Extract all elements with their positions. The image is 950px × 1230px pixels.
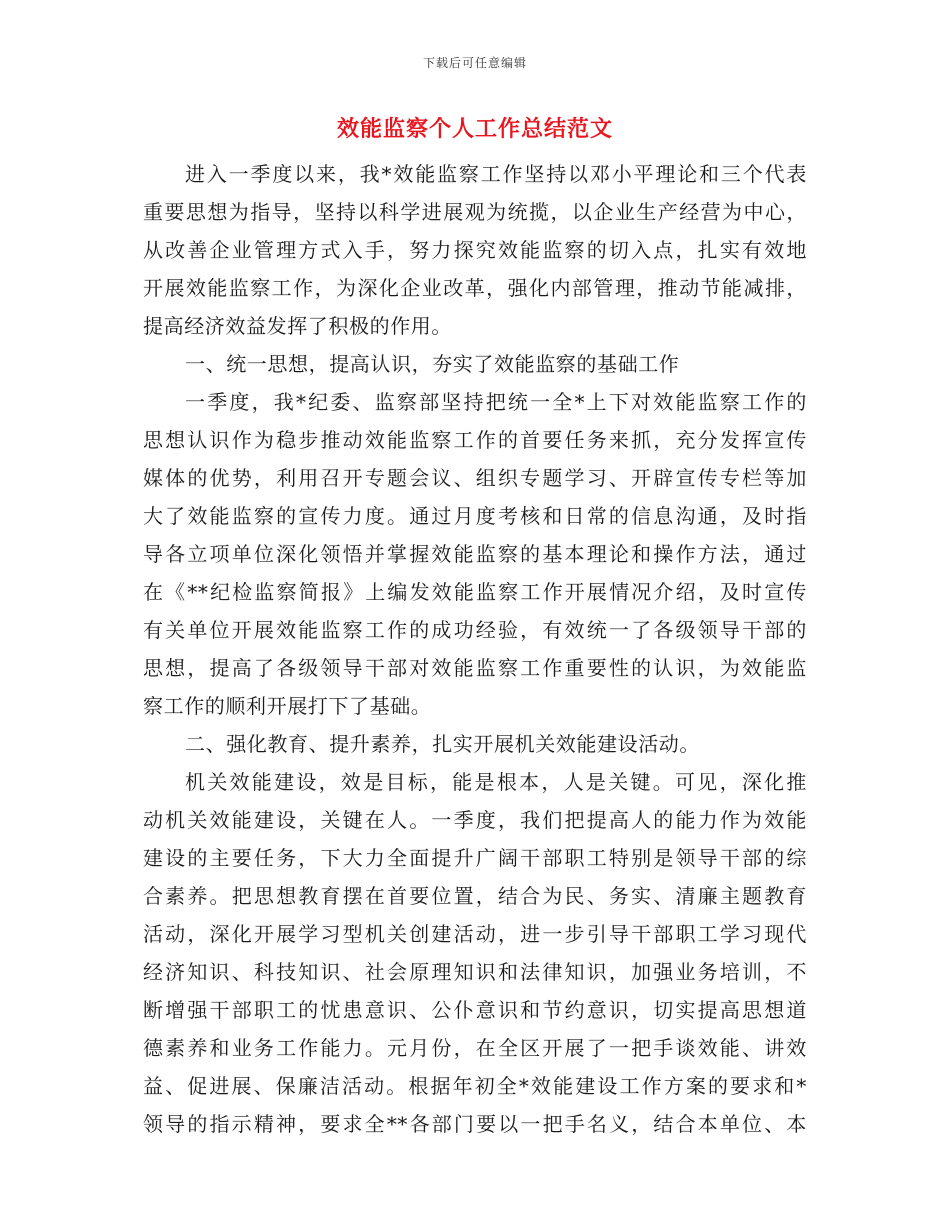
text-line: 德素养和业务工作能力。元月份，在全区开展了一把手谈效能、讲效 (143, 1036, 807, 1060)
text-line: 机关效能建设，效是目标，能是根本，人是关键。可见，深化推 (185, 770, 807, 794)
text-line: 媒体的优势，利用召开专题会议、组织专题学习、开辟宣传专栏等加 (143, 466, 807, 490)
text-line: 开展效能监察工作，为深化企业改革，强化内部管理，推动节能减排， (143, 276, 807, 300)
text-line: 经济知识、科技知识、社会原理知识和法律知识，加强业务培训，不 (143, 960, 807, 984)
document-body (143, 155, 807, 1143)
text-line: 察工作的顺利开展打下了基础。 (143, 694, 432, 718)
text-line: 重要思想为指导，坚持以科学进展观为统揽，以企业生产经营为中心， (143, 200, 807, 224)
text-line: 提高经济效益发挥了积极的作用。 (143, 314, 452, 338)
header-note: 下载后可任意编辑 (422, 56, 527, 70)
text-line: 一季度，我*纪委、监察部坚持把统一全*上下对效能监察工作的 (185, 390, 807, 414)
text-line: 建设的主要任务，下大力全面提升广阔干部职工特别是领导干部的综 (143, 846, 807, 870)
text-line: 大了效能监察的宣传力度。通过月度考核和日常的信息沟通，及时指 (143, 504, 807, 528)
document-title: 效能监察个人工作总结范文 (336, 116, 613, 142)
text-line: 在《**纪检监察简报》上编发效能监察工作开展情况介绍，及时宣传 (143, 580, 807, 604)
text-line: 活动，深化开展学习型机关创建活动，进一步引导干部职工学习现代 (143, 922, 807, 946)
text-line: 益、促进展、保廉洁活动。根据年初全*效能建设工作方案的要求和* (143, 1074, 807, 1098)
text-line: 思想，提高了各级领导干部对效能监察工作重要性的认识，为效能监 (143, 656, 807, 680)
text-line: 思想认识作为稳步推动效能监察工作的首要任务来抓，充分发挥宣传 (143, 428, 807, 452)
text-line: 从改善企业管理方式入手，努力探究效能监察的切入点，扎实有效地 (143, 238, 807, 262)
text-line: 动机关效能建设，关键在人。一季度，我们把提高人的能力作为效能 (143, 808, 807, 832)
text-line: 领导的指示精神，要求全**各部门要以一把手名义，结合本单位、本 (143, 1112, 807, 1136)
text-line: 一、统一思想，提高认识，夯实了效能监察的基础工作 (185, 352, 680, 376)
text-line: 合素养。把思想教育摆在首要位置，结合为民、务实、清廉主题教育 (143, 884, 807, 908)
text-line: 进入一季度以来，我*效能监察工作坚持以邓小平理论和三个代表 (185, 162, 807, 186)
text-line: 有关单位开展效能监察工作的成功经验，有效统一了各级领导干部的 (143, 618, 807, 642)
text-line: 二、强化教育、提升素养，扎实开展机关效能建设活动。 (185, 732, 700, 756)
text-line: 断增强干部职工的忧患意识、公仆意识和节约意识，切实提高思想道 (143, 998, 807, 1022)
text-line: 导各立项单位深化领悟并掌握效能监察的基本理论和操作方法，通过 (143, 542, 807, 566)
